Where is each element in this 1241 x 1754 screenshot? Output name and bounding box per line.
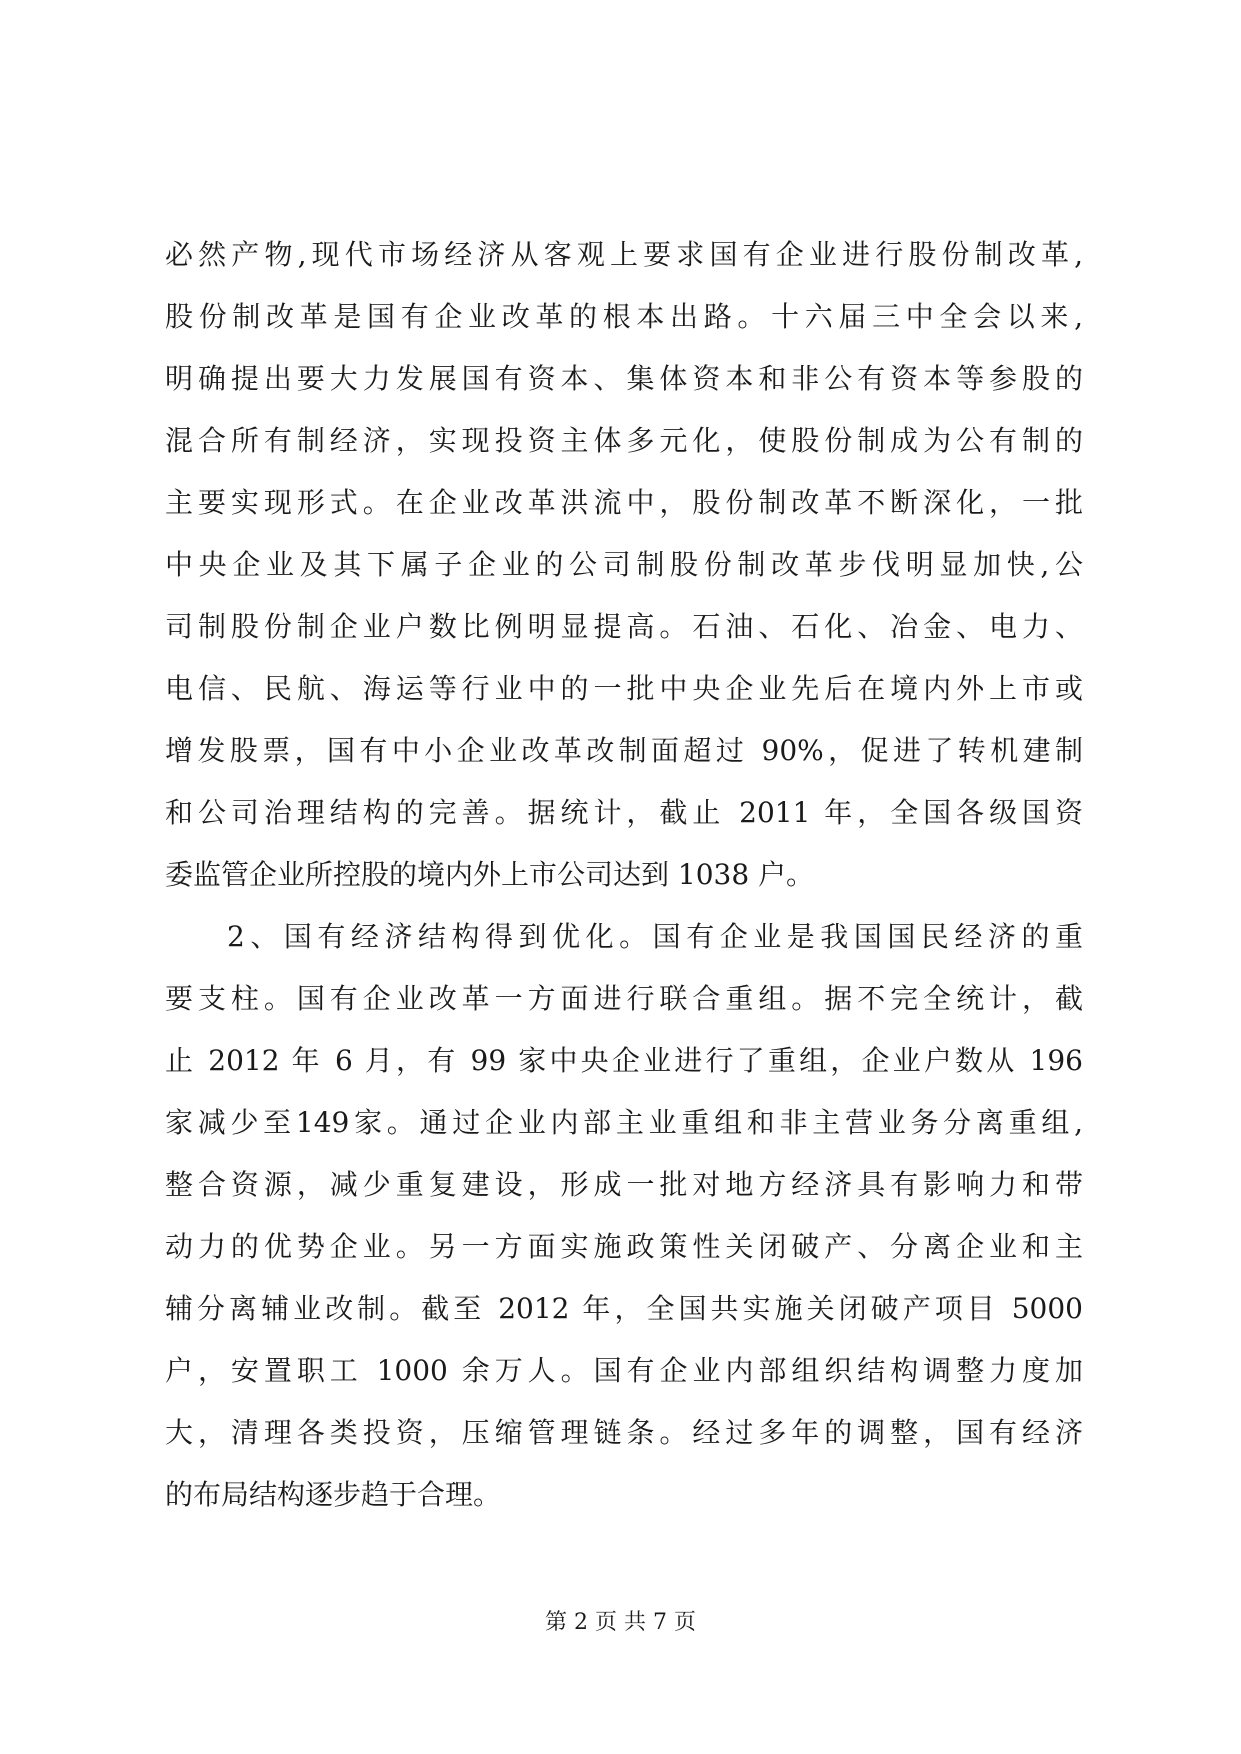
- text-line: 家减少至149家。通过企业内部主业重组和非主营业务分离重组,: [165, 1106, 1083, 1139]
- text-line: 整合资源，减少重复建设，形成一批对地方经济具有影响力和带: [165, 1168, 1083, 1201]
- text-line: 必然产物,现代市场经济从客观上要求国有企业进行股份制改革,: [165, 238, 1083, 271]
- text-line: 明确提出要大力发展国有资本、集体资本和非公有资本等参股的: [165, 362, 1083, 395]
- text-line: 股份制改革是国有企业改革的根本出路。十六届三中全会以来,: [165, 300, 1083, 333]
- page-footer: [0, 1608, 1241, 1638]
- text-line: 大，清理各类投资，压缩管理链条。经过多年的调整，国有经济: [165, 1416, 1083, 1449]
- text-line: 混合所有制经济，实现投资主体多元化，使股份制成为公有制的: [165, 424, 1083, 457]
- document-body: [165, 235, 1083, 1537]
- text-line: 电信、民航、海运等行业中的一批中央企业先后在境内外上市或: [165, 672, 1083, 705]
- text-line: 和公司治理结构的完善。据统计，截止 2011 年，全国各级国资: [165, 796, 1083, 829]
- text-line: 辅分离辅业改制。截至 2012 年，全国共实施关闭破产项目 5000: [165, 1292, 1083, 1325]
- text-line: 的布局结构逐步趋于合理。: [165, 1478, 502, 1511]
- text-line: 中央企业及其下属子企业的公司制股份制改革步伐明显加快,公: [165, 548, 1083, 581]
- text-line: 止 2012 年 6 月，有 99 家中央企业进行了重组，企业户数从 196: [165, 1044, 1083, 1077]
- text-line: 增发股票，国有中小企业改革改制面超过 90%，促进了转机建制: [165, 734, 1083, 767]
- page-number: 第 2 页 共 7 页: [545, 1610, 696, 1635]
- text-line: 主要实现形式。在企业改革洪流中，股份制改革不断深化，一批: [165, 486, 1083, 519]
- text-line: 司制股份制企业户数比例明显提高。石油、石化、冶金、电力、: [165, 610, 1083, 643]
- text-line: 要支柱。国有企业改革一方面进行联合重组。据不完全统计，截: [165, 982, 1083, 1015]
- text-line: 委监管企业所控股的境内外上市公司达到 1038 户。: [165, 858, 815, 891]
- text-line: 动力的优势企业。另一方面实施政策性关闭破产、分离企业和主: [165, 1230, 1083, 1263]
- text-line: 户，安置职工 1000 余万人。国有企业内部组织结构调整力度加: [165, 1354, 1083, 1387]
- text-line-paragraph-start: 2、国有经济结构得到优化。国有企业是我国国民经济的重: [227, 920, 1083, 953]
